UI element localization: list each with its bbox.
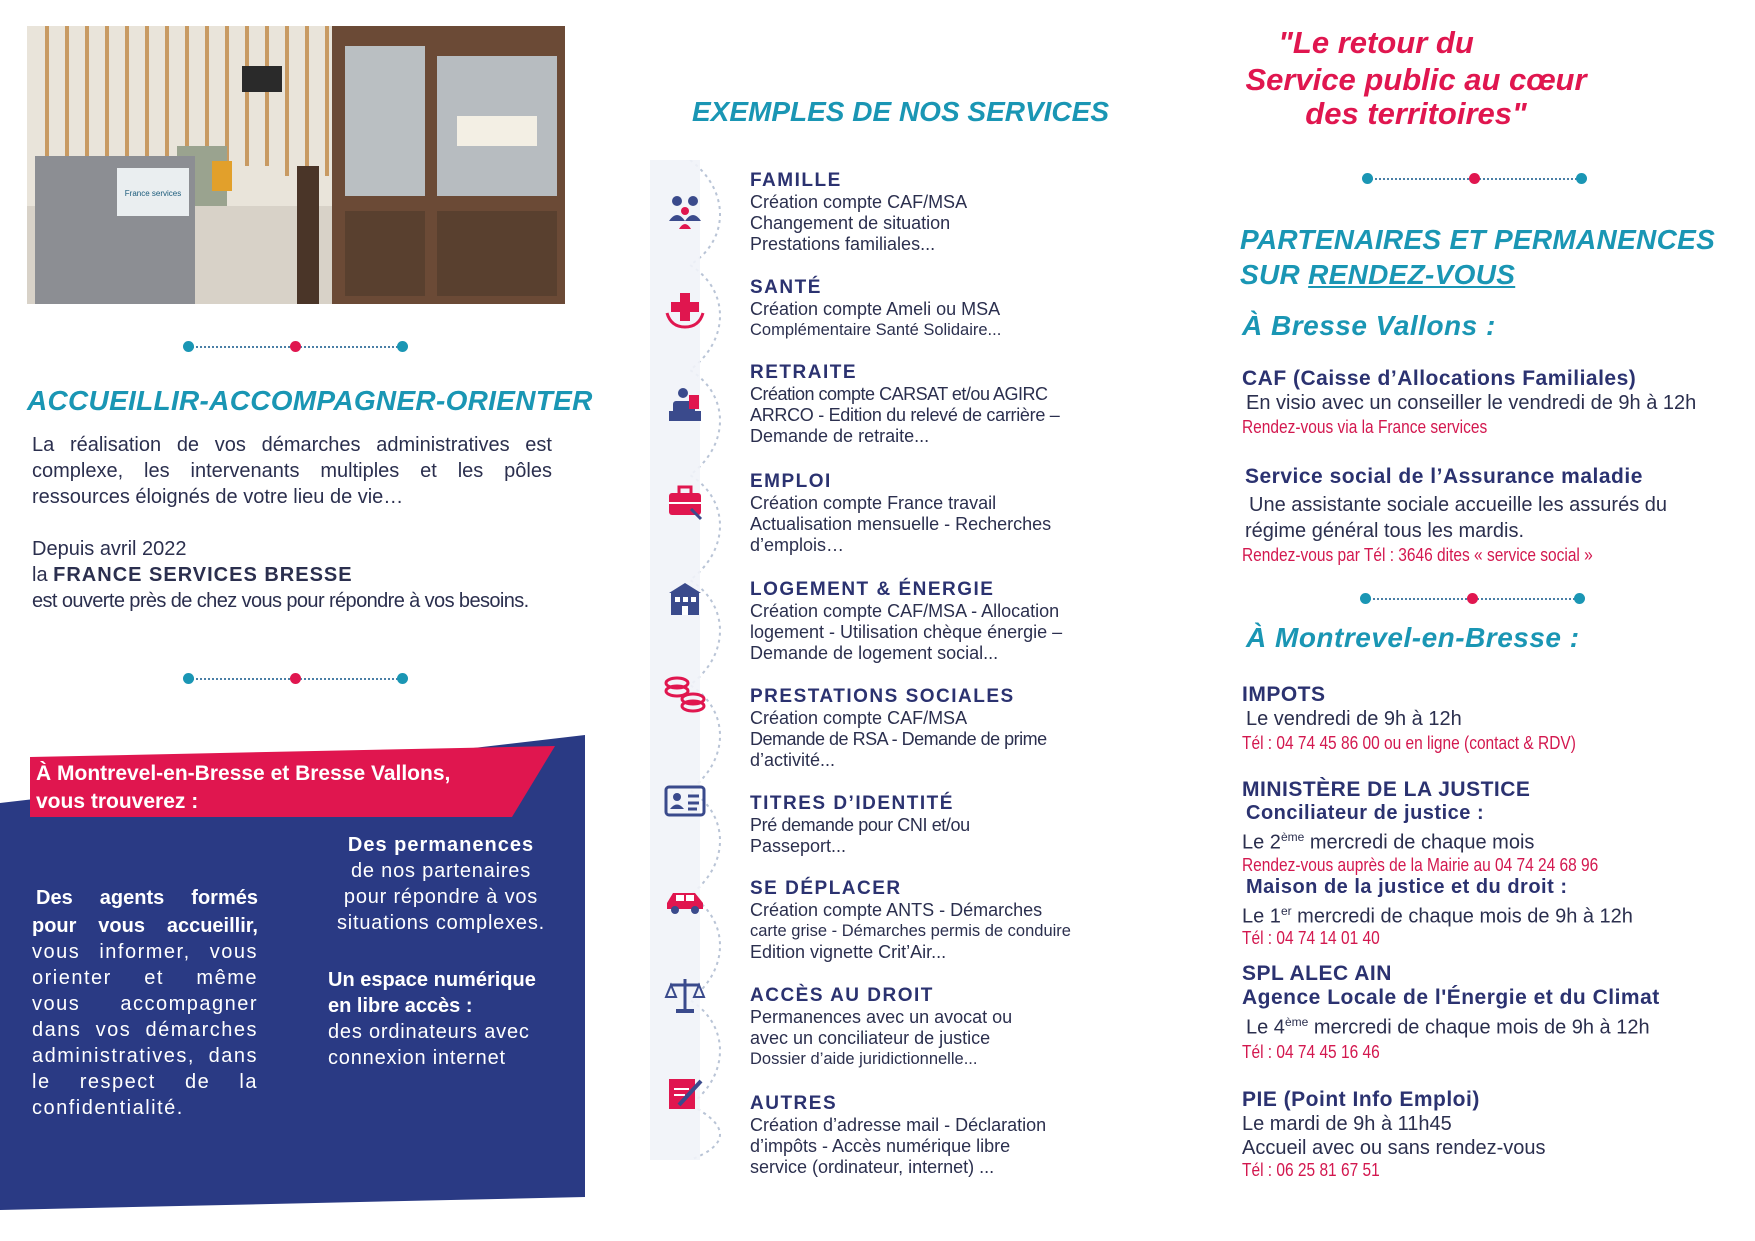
service-title: PRESTATIONS SOCIALES xyxy=(750,686,1015,707)
service-title: RETRAITE xyxy=(750,362,857,383)
scales-icon xyxy=(662,972,708,1018)
social-service-block: Service social de l’Assurance maladie Une assistante sociale accueille les assurés du régime général tous les mardis. Rendez-vous par Tél : 3646 dites « service social » xyxy=(1242,465,1667,565)
partners-line-1: PARTENAIRES ET PERMANENCES xyxy=(1240,224,1716,255)
building-icon xyxy=(662,576,708,622)
separator-dots xyxy=(1360,592,1585,606)
service-title: ACCÈS AU DROIT xyxy=(750,985,934,1006)
permanences-bold: Des permanences xyxy=(347,834,535,856)
service-title: SE DÉPLACER xyxy=(750,878,902,899)
service-famille: FAMILLE Création compte CAF/MSA Changement de situation Prestations familiales... xyxy=(750,170,1130,255)
coins-icon xyxy=(662,670,708,716)
service-title: LOGEMENT & ÉNERGIE xyxy=(750,579,995,600)
intro-text xyxy=(32,432,552,510)
box-numerique xyxy=(328,967,554,1071)
box-agents xyxy=(32,885,258,1121)
service-acces-droit: ACCÈS AU DROIT Permanences avec un avocat ou avec un conciliateur de justice Dossier d’aide juridictionnelle... xyxy=(750,985,1130,1070)
quote-line-1: "Le retour du xyxy=(1278,25,1474,60)
briefcase-icon xyxy=(662,478,708,524)
left-heading: ACCUEILLIR-ACCOMPAGNER-ORIENTER xyxy=(27,385,593,416)
numerique-text: des ordinateurs avec connexion internet xyxy=(328,1021,530,1069)
box-permanences xyxy=(330,832,552,936)
retirement-icon xyxy=(662,382,708,428)
service-logement: LOGEMENT & ÉNERGIE Création compte CAF/MSA - Allocation logement - Utilisation chèque énergie – Demande de logement social... xyxy=(750,579,1130,664)
intro-paragraph: La réalisation de vos démarches administratives est complexe, les intervenants multiples et les pôles ressources éloignés de votre lieu de vie… xyxy=(32,434,552,508)
quote-line-3: des territoires" xyxy=(1305,96,1527,131)
pen-paper-icon xyxy=(662,1070,708,1116)
service-deplacer: SE DÉPLACER Création compte ANTS - Démarches carte grise - Démarches permis de conduire Edition vignette Crit’Air... xyxy=(750,878,1130,963)
location-bresse-vallons: À Bresse Vallons : xyxy=(1242,310,1496,341)
id-card-icon xyxy=(662,778,708,824)
permanences-text: de nos partenaires pour répondre à vos situations complexes. xyxy=(336,860,545,934)
family-icon xyxy=(662,188,708,234)
pie-block: PIE (Point Info Emploi) Le mardi de 9h à 11h45 Accueil avec ou sans rendez-vous Tél : 06 25 81 67 51 xyxy=(1242,1088,1546,1180)
quote-line-2: Service public au cœur xyxy=(1245,62,1587,97)
open-line: est ouverte près de chez vous pour répondre à vos besoins. xyxy=(32,590,529,612)
impots-block: IMPOTS Le vendredi de 9h à 12h Tél : 04 74 45 86 00 ou en ligne (contact & RDV) xyxy=(1242,683,1576,753)
service-title: EMPLOI xyxy=(750,471,832,492)
photo-sign-text: France services xyxy=(124,189,182,198)
agents-text: vous informer, vous orienter et même vous accompagner dans vos démarches administratives, dans le respect de la confidentialité. xyxy=(32,941,258,1119)
service-title: FAMILLE xyxy=(750,170,842,191)
partners-sur: SUR xyxy=(1240,259,1301,290)
banner-line-1: À Montrevel-en-Bresse et Bresse Vallons, xyxy=(36,762,451,785)
service-emploi: EMPLOI Création compte France travail Actualisation mensuelle - Recherches d’emplois… xyxy=(750,471,1130,556)
service-title: TITRES D’IDENTITÉ xyxy=(750,793,954,814)
spl-block: SPL ALEC AIN Agence Locale de l'Énergie et du Climat Le 4ème mercredi de chaque mois de 9h à 12h Tél : 04 74 45 16 46 xyxy=(1242,962,1660,1062)
health-icon xyxy=(662,286,708,332)
quote xyxy=(1236,24,1596,132)
service-sante: SANTÉ Création compte Ameli ou MSA Complémentaire Santé Solidaire... xyxy=(750,277,1130,341)
service-titres: TITRES D’IDENTITÉ Pré demande pour CNI et/ou Passeport... xyxy=(750,793,1130,857)
banner-line-2: vous trouverez : xyxy=(36,790,199,813)
service-title: SANTÉ xyxy=(750,277,822,298)
service-prestations: PRESTATIONS SOCIALES Création compte CAF/MSA Demande de RSA - Demande de prime d’activité... xyxy=(750,686,1130,771)
partners-rdv: RENDEZ-VOUS xyxy=(1308,259,1516,290)
location-montrevel: À Montrevel-en-Bresse : xyxy=(1246,622,1580,653)
service-retraite: RETRAITE Création compte CARSAT et/ou AGIRC ARRCO - Edition du relevé de carrière – Demande de retraite... xyxy=(750,362,1130,447)
service-title: AUTRES xyxy=(750,1093,838,1114)
since-text xyxy=(32,536,572,614)
partners-heading xyxy=(1240,222,1715,292)
since-line: Depuis avril 2022 xyxy=(32,538,187,560)
car-icon xyxy=(662,876,708,922)
service-autres: AUTRES Création d’adresse mail - Déclaration d’impôts - Accès numérique libre service (ordinateur, internet) ... xyxy=(750,1093,1130,1178)
caf-block: CAF (Caisse d’Allocations Familiales) En visio avec un conseiller le vendredi de 9h à 12h Rendez-vous via la France services xyxy=(1242,367,1697,437)
separator-dots xyxy=(183,672,408,686)
banner-text xyxy=(36,760,450,816)
separator-dots xyxy=(183,340,408,354)
la-text: la xyxy=(32,564,48,586)
agents-bold: Des agents formés pour vous accueillir, xyxy=(32,887,258,937)
brand-name: FRANCE SERVICES BRESSE xyxy=(53,564,353,586)
justice-block: MINISTÈRE DE LA JUSTICE Conciliateur de justice : Le 2ème mercredi de chaque mois Rendez-vous auprès de la Mairie au 04 74 24 68 96 Maison de la justice et du droit : Le 1er mercredi de chaque mois de 9h à 12h Tél : 04 74 14 01 40 xyxy=(1242,778,1633,949)
france-services-photo xyxy=(27,26,565,304)
numerique-bold: Un espace numérique en libre accès : xyxy=(328,969,536,1017)
services-heading: EXEMPLES DE NOS SERVICES xyxy=(692,96,1109,127)
separator-dots xyxy=(1362,172,1587,186)
